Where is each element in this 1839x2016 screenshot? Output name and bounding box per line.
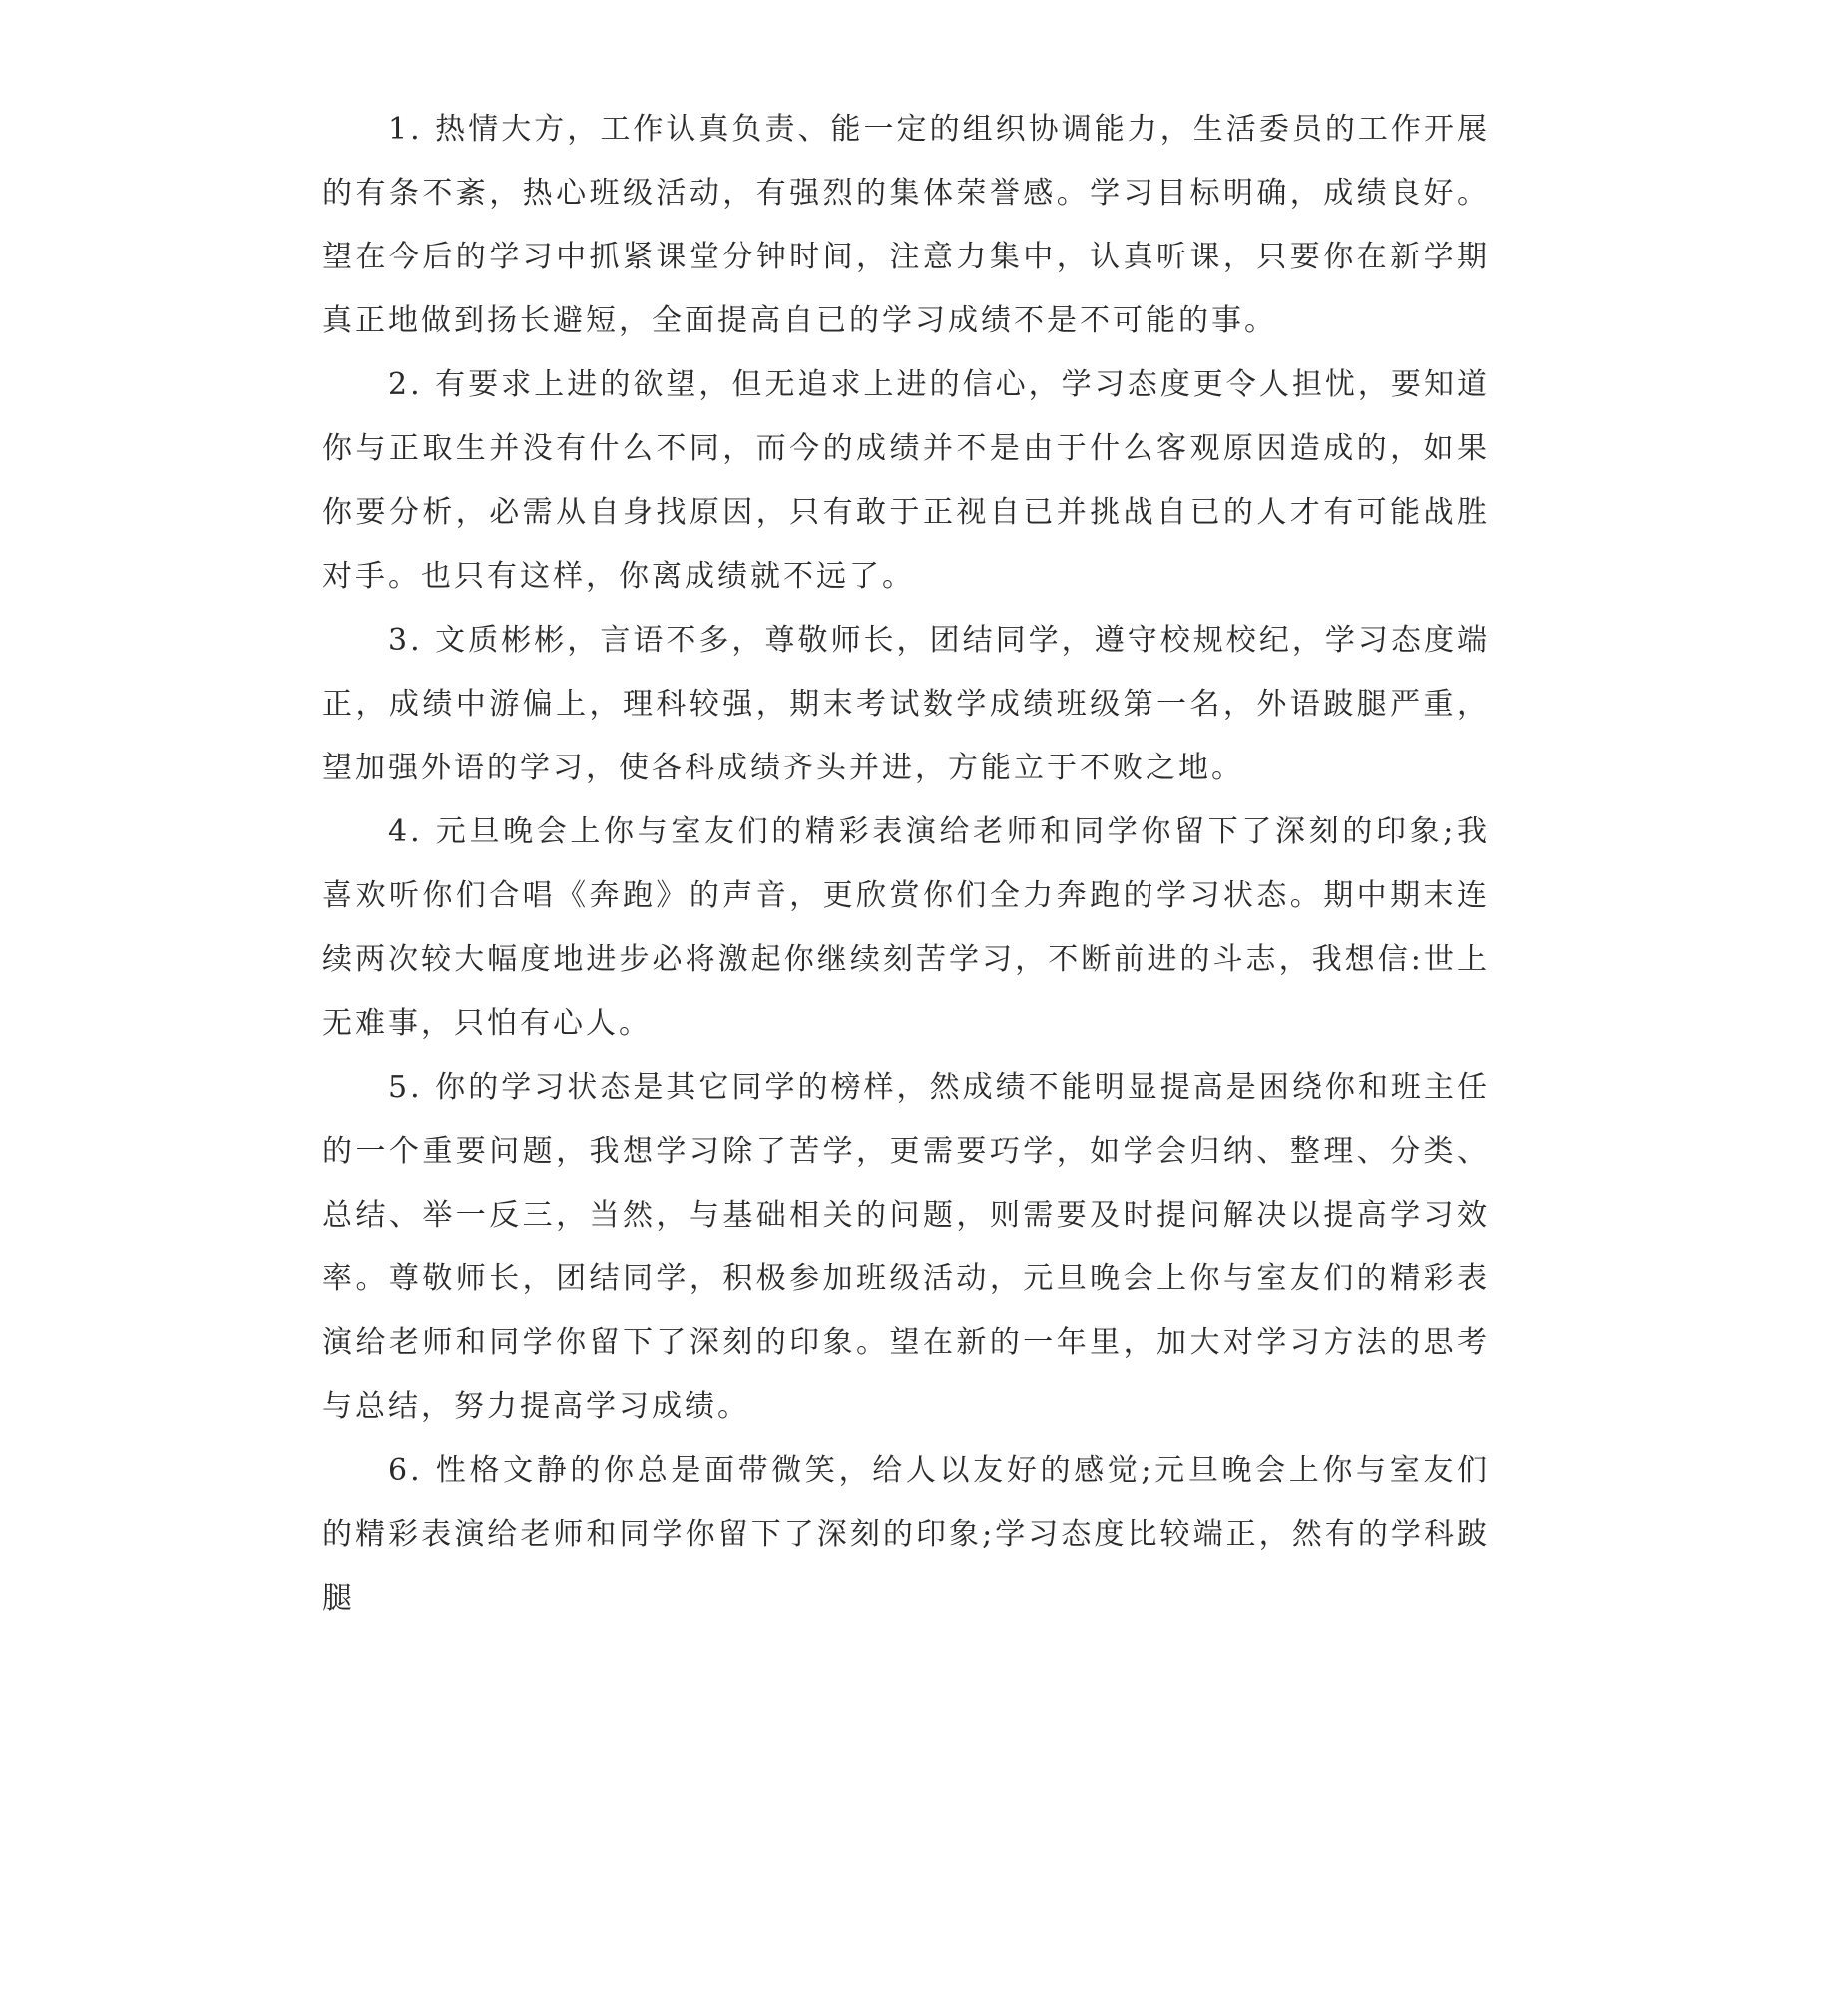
document-body (322, 98, 1490, 1631)
comment-paragraph-2: 2. 有要求上进的欲望，但无追求上进的信心，学习态度更令人担忧，要知道你与正取生并没有什么不同，而今的成绩并不是由于什么客观原因造成的，如果你要分析，必需从自身找原因，只有敢于正视自已并挑战自已的人才有可能战胜对手。也只有这样，你离成绩就不远了。 (322, 367, 1490, 594)
comment-paragraph-3: 3. 文质彬彬，言语不多，尊敬师长，团结同学，遵守校规校纪，学习态度端正，成绩中游偏上，理科较强，期末考试数学成绩班级第一名，外语跛腿严重，望加强外语的学习，使各科成绩齐头并进，方能立于不败之地。 (322, 623, 1490, 785)
comment-paragraph-6: 6. 性格文静的你总是面带微笑，给人以友好的感觉;元旦晚会上你与室友们的精彩表演给老师和同学你留下了深刻的印象;学习态度比较端正，然有的学科跛腿 (322, 1453, 1490, 1616)
comment-paragraph-1: 1. 热情大方，工作认真负责、能一定的组织协调能力，生活委员的工作开展的有条不紊，热心班级活动，有强烈的集体荣誉感。学习目标明确，成绩良好。望在今后的学习中抓紧课堂分钟时间，注意力集中，认真听课，只要你在新学期真正地做到扬长避短，全面提高自已的学习成绩不是不可能的事。 (322, 112, 1490, 338)
comment-paragraph-4: 4. 元旦晚会上你与室友们的精彩表演给老师和同学你留下了深刻的印象;我喜欢听你们合唱《奔跑》的声音，更欣赏你们全力奔跑的学习状态。期中期末连续两次较大幅度地进步必将激起你继续刻苦学习，不断前进的斗志，我想信:世上无难事，只怕有心人。 (322, 814, 1490, 1041)
comment-paragraph-5: 5. 你的学习状态是其它同学的榜样，然成绩不能明显提高是困绕你和班主任的一个重要问题，我想学习除了苦学，更需要巧学，如学会归纳、整理、分类、总结、举一反三，当然，与基础相关的问题，则需要及时提问解决以提高学习效率。尊敬师长，团结同学，积极参加班级活动，元旦晚会上你与室友们的精彩表演给老师和同学你留下了深刻的印象。望在新的一年里，加大对学习方法的思考与总结，努力提高学习成绩。 (322, 1070, 1490, 1424)
